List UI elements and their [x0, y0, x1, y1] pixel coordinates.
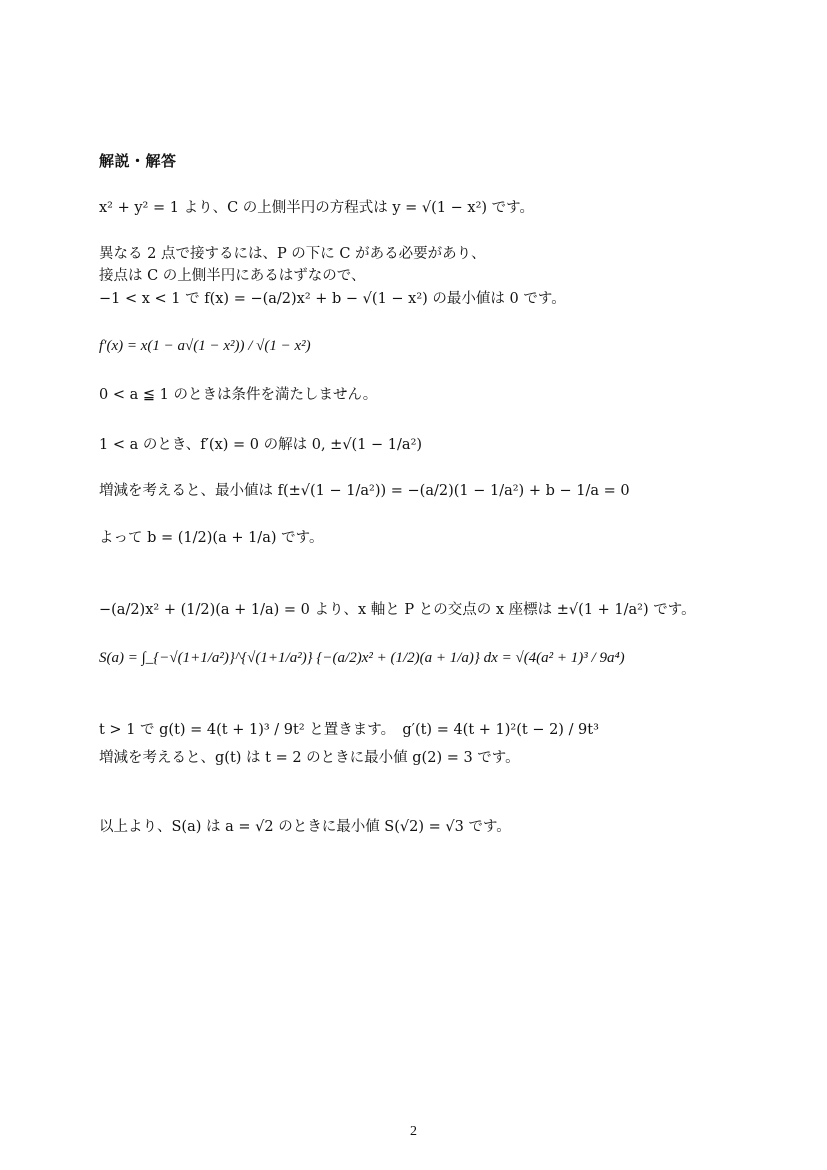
conclusion-line: 以上より、S(a) は a = √2 のときに最小値 S(√2) = √3 です。 [99, 819, 511, 835]
text-line-5: 0 < a ≦ 1 のときは条件を満たしません。 [99, 387, 378, 403]
text-line-11: 増減を考えると、g(t) は t = 2 のときに最小値 g(2) = 3 です。 [99, 750, 520, 766]
text-line-3: 接点は C の上側半円にあるはずなので、 [99, 268, 366, 284]
equation-area: S(a) = ∫_{−√(1+1/a²)}^{√(1+1/a²)} {−(a/2)x² + (1/2)(a + 1/a)} dx = √(4(a² + 1)³ / 9a⁴) [99, 650, 625, 666]
text-line-10: t > 1 で g(t) = 4(t + 1)³ / 9t² と置きます。 g′(t) = 4(t + 1)²(t − 2) / 9t³ [99, 722, 599, 738]
page-number: 2 [410, 1124, 417, 1139]
text-line-4: −1 < x < 1 で f(x) = −(a/2)x² + b − √(1 − x²) の最小値は 0 です。 [99, 291, 566, 307]
text-line-6: 1 < a のとき、f′(x) = 0 の解は 0, ±√(1 − 1/a²) [99, 437, 423, 453]
text-line-7: 増減を考えると、最小値は f(±√(1 − 1/a²)) = −(a/2)(1 − 1/a²) + b − 1/a = 0 [99, 483, 630, 499]
equation-derivative: f′(x) = x(1 − a√(1 − x²)) / √(1 − x²) [99, 338, 311, 354]
text-line-8: よって b = (1/2)(a + 1/a) です。 [99, 530, 324, 546]
text-line-9: −(a/2)x² + (1/2)(a + 1/a) = 0 より、x 軸と P との交点の x 座標は ±√(1 + 1/a²) です。 [99, 602, 696, 618]
text-line-1: x² + y² = 1 より、C の上側半円の方程式は y = √(1 − x²) です。 [99, 200, 535, 216]
section-heading: 解説・解答 [99, 152, 177, 170]
text-line-2: 異なる 2 点で接するには、P の下に C がある必要があり、 [99, 246, 486, 262]
